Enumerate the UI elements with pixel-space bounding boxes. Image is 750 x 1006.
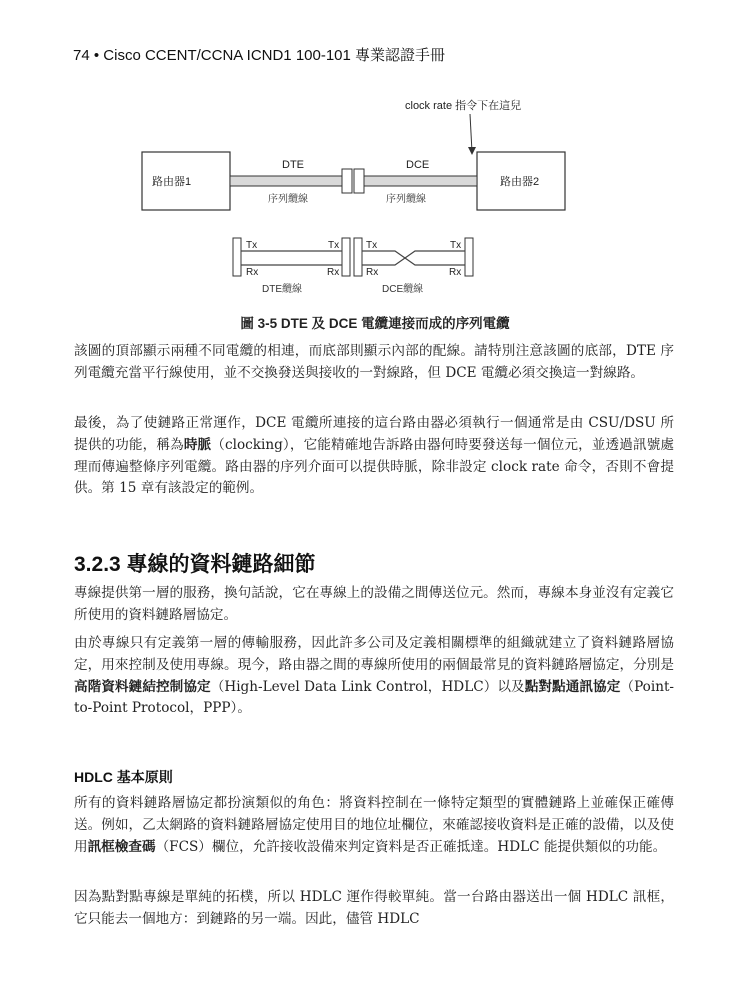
dce-tx-line xyxy=(362,251,465,265)
tx-label-4: Tx xyxy=(450,240,462,251)
paragraph-2 xyxy=(74,413,674,500)
paragraph-2-text-a: 最後，為了使鏈路正常運作，DCE 電纜所連接的這台路由器必須執行一個通常是由 CSU/DSU 所提供的功能，稱為 xyxy=(74,415,674,453)
serial-cable-right-label: 序列纜線 xyxy=(386,194,426,205)
paragraph-5-text-a: 所有的資料鏈路層協定都扮演類似的角色：將資料控制在一條特定類型的實體鏈路上並確保正確傳送。例如，乙太網路的資料鏈路層協定使用目的地位址欄位，來確認接收資料是正確的設備，以及使用 xyxy=(74,795,674,855)
paragraph-4-text-c: （Point-to-Point Protocol，PPP）。 xyxy=(74,678,675,717)
wiring-right-end xyxy=(465,238,473,276)
serial-cable-diagram xyxy=(120,92,590,307)
figure-caption: 圖 3-5 DTE 及 DCE 電纜連接而成的序列電纜 xyxy=(240,316,510,331)
dce-cable-label: DCE纜線 xyxy=(382,284,424,295)
dce-rx-line xyxy=(362,251,465,265)
dte-connector xyxy=(342,169,352,193)
term-fcs: 訊框檢查碼 xyxy=(87,838,156,855)
paragraph-4-text-b: （High-Level Data Link Control，HDLC）以及 xyxy=(210,678,525,695)
callout-arrow xyxy=(470,114,472,152)
router2-label: 路由器2 xyxy=(500,176,540,188)
paragraph-1: 該圖的頂部顯示兩種不同電纜的相連，而底部則顯示內部的配線。請特別注意該圖的底部，DTE 序列電纜充當平行線使用，並不交換發送與接收的一對線路，但 DCE 電纜必須交換這一對線路。 xyxy=(74,343,674,381)
clock-rate-callout: clock rate 指令下在這兒 xyxy=(405,100,522,112)
dce-label: DCE xyxy=(406,159,430,171)
paragraph-3: 專線提供第一層的服務，換句話說，它在專線上的設備之間傳送位元。然而，專線本身並沒有定義它所使用的資料鏈路層協定。 xyxy=(74,585,674,623)
paragraph-2-text-b: （clocking），它能精確地告訴路由器何時要發送每一個位元，並透過訊號處理而傳遍整條序列電纜。路由器的序列介面可以提供時脈，除非設定 clock rate 命令，否則不會提供。第 15 章有該設定的範例。 xyxy=(74,436,675,497)
paragraph-5-text-b: （FCS）欄位，允許接收設備來判定資料是否正確抵達。HDLC 能提供類似的功能。 xyxy=(155,838,667,855)
callout-arrowhead xyxy=(468,147,476,155)
dte-cable-label: DTE纜線 xyxy=(262,284,302,295)
tx-label-2: Tx xyxy=(328,240,340,251)
page-header xyxy=(73,44,445,65)
tx-label-3: Tx xyxy=(366,240,378,251)
wiring-left-end xyxy=(233,238,241,276)
dte-cable-top xyxy=(230,176,342,186)
paragraph-6: 因為點對點專線是單純的拓樸，所以 HDLC 運作得較單純。當一台路由器送出一個 HDLC 訊框，它只能去一個地方：到鏈路的另一端。因此，儘管 HDLC xyxy=(74,889,674,927)
rx-label-3: Rx xyxy=(366,267,379,278)
term-hdlc: 高階資料鏈結控制協定 xyxy=(74,678,211,695)
serial-cable-left-label: 序列纜線 xyxy=(268,194,308,205)
section-title: 3.2.3 專線的資料鏈路細節 xyxy=(74,553,316,576)
dce-cable-top xyxy=(364,176,477,186)
book-title: Cisco CCENT/CCNA ICND1 100-101 專業認證手冊 xyxy=(103,47,446,64)
router1-label: 路由器1 xyxy=(152,176,192,188)
dte-label: DTE xyxy=(282,159,304,171)
subsection-heading: HDLC 基本原則 xyxy=(74,769,173,785)
paragraph-5 xyxy=(74,793,674,858)
paragraph-4 xyxy=(74,633,674,720)
page-number: 74 xyxy=(73,47,90,64)
term-clocking: 時脈 xyxy=(183,436,212,453)
wiring-dce-mid xyxy=(354,238,362,276)
wiring-dte-mid xyxy=(342,238,350,276)
paragraph-4-text-a: 由於專線只有定義第一層的傳輸服務，因此許多公司及定義相關標準的組織就建立了資料鏈路層協定，用來控制及使用專線。現今，路由器之間的專線所使用的兩個最常見的資料鏈路層協定，分別是 xyxy=(74,635,674,673)
term-ppp: 點對點通訊協定 xyxy=(524,678,621,695)
rx-label-1: Rx xyxy=(246,267,259,278)
dce-connector xyxy=(354,169,364,193)
rx-label-2: Rx xyxy=(327,267,340,278)
rx-label-4: Rx xyxy=(449,267,462,278)
bullet: • xyxy=(93,47,100,64)
tx-label-1: Tx xyxy=(246,240,258,251)
